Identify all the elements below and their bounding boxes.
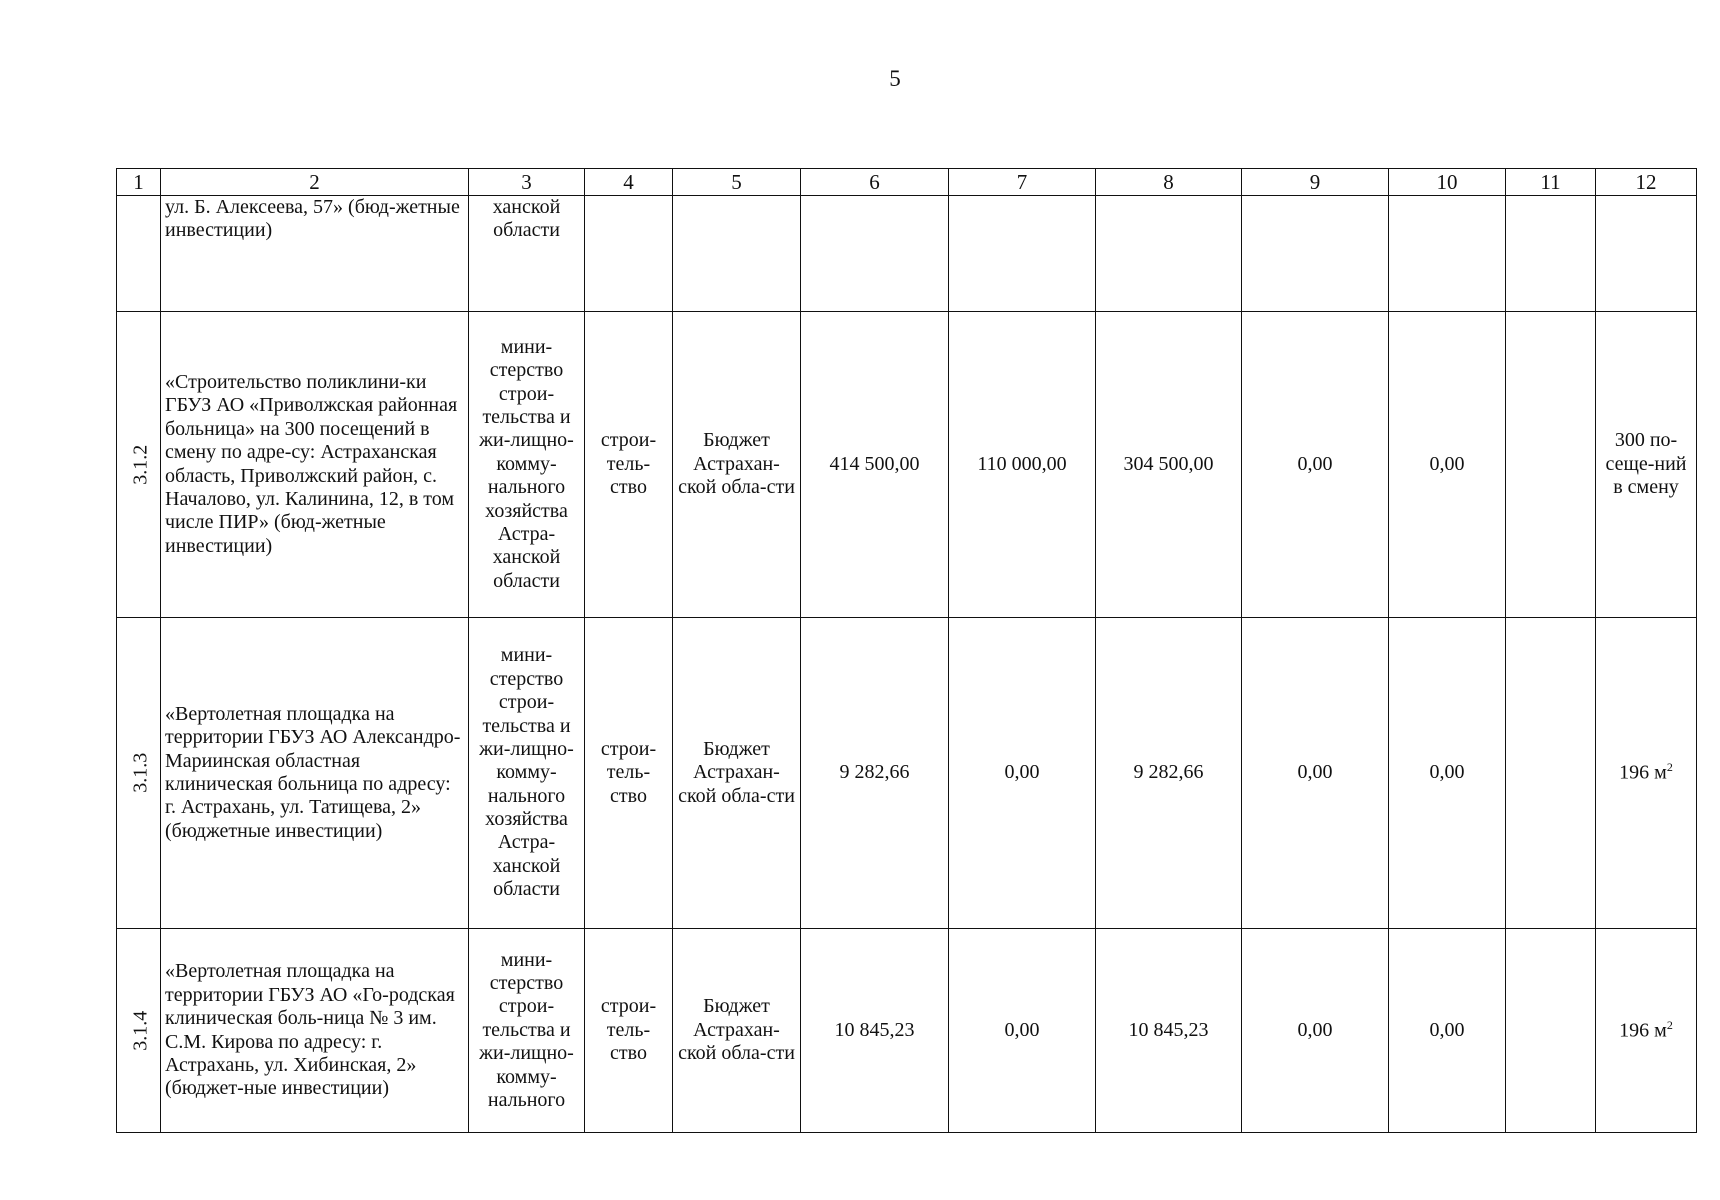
cell-col-9 [1242,196,1389,312]
area-value: 196 м [1619,762,1667,785]
object-name: «Строительство поликлини-ки ГБУЗ АО «Приволжская районная больница» на 300 посещений в смену по адре-су: Астраханская область, Приволжский район, с. Началово, ул. Калинина, 12, в том числе ПИР» (бюд-жетные инвестиции) [161,312,469,618]
work-type: строи-тель-ство [585,312,673,618]
col-header-9: 9 [1242,169,1389,196]
cell-col-9: 0,00 [1242,312,1389,618]
table-row [117,618,1697,929]
cell-col-7: 110 000,00 [949,312,1096,618]
cell-col-7: 0,00 [949,618,1096,929]
work-type: строи-тель-ство [585,929,673,1133]
col-header-5: 5 [673,169,801,196]
cell-col-9: 0,00 [1242,929,1389,1133]
cell-col-10 [1389,196,1506,312]
col-header-2: 2 [161,169,469,196]
work-type: строи-тель-ство [585,618,673,929]
responsible-body: мини-стерство строи-тельства и жи-лищно-комму-нального хозяйства Астра-ханской области [469,618,585,929]
row-number [117,196,161,312]
row-number: 3.1.3 [117,618,161,929]
page-number: 5 [889,66,901,91]
area-value: 196 м [1619,1019,1667,1042]
cell-col-12 [1596,196,1697,312]
responsible-body: ханской области [469,196,585,312]
area-unit-superscript: 2 [1666,1017,1673,1032]
header-row [117,169,1697,196]
work-type [585,196,673,312]
row-number: 3.1.2 [117,312,161,618]
col-header-12: 12 [1596,169,1697,196]
cell-col-10: 0,00 [1389,312,1506,618]
object-name: «Вертолетная площадка на территории ГБУЗ АО «Го-родская клиническая боль-ница № 3 им. С.М. Кирова по адресу: г. Астрахань, ул. Хибинская, 2» (бюджет-ные инвестиции) [161,929,469,1133]
cell-col-12: 300 по-сеще-ний в смену [1596,312,1697,618]
cell-col-6 [801,196,949,312]
cell-col-8 [1096,196,1242,312]
object-name: «Вертолетная площадка на территории ГБУЗ АО Александро-Мариинская областная клиническая больница по адресу: г. Астрахань, ул. Татищева, 2» (бюджетные инвестиции) [161,618,469,929]
cell-col-10: 0,00 [1389,929,1506,1133]
col-header-6: 6 [801,169,949,196]
cell-col-12 [1596,929,1697,1133]
cell-col-11 [1506,618,1596,929]
cell-col-7: 0,00 [949,929,1096,1133]
cell-col-6: 10 845,23 [801,929,949,1133]
table-row [117,312,1697,618]
funding-source [673,196,801,312]
cell-col-11 [1506,196,1596,312]
col-header-11: 11 [1506,169,1596,196]
row-number: 3.1.4 [117,929,161,1133]
responsible-body: мини-стерство строи-тельства и жи-лищно-комму-нального [469,929,585,1133]
col-header-1: 1 [117,169,161,196]
funding-source: Бюджет Астрахан-ской обла-сти [673,618,801,929]
cell-col-9: 0,00 [1242,618,1389,929]
funding-source: Бюджет Астрахан-ской обла-сти [673,929,801,1133]
cell-col-10: 0,00 [1389,618,1506,929]
responsible-body: мини-стерство строи-тельства и жи-лищно-комму-нального хозяйства Астра-ханской области [469,312,585,618]
cell-col-8: 9 282,66 [1096,618,1242,929]
cell-col-11 [1506,929,1596,1133]
col-header-4: 4 [585,169,673,196]
cell-col-6: 414 500,00 [801,312,949,618]
program-table [116,168,1697,1133]
col-header-10: 10 [1389,169,1506,196]
cell-col-6: 9 282,66 [801,618,949,929]
object-name: ул. Б. Алексеева, 57» (бюд-жетные инвестиции) [161,196,469,312]
col-header-7: 7 [949,169,1096,196]
cell-col-8: 10 845,23 [1096,929,1242,1133]
col-header-8: 8 [1096,169,1242,196]
cell-col-8: 304 500,00 [1096,312,1242,618]
col-header-3: 3 [469,169,585,196]
funding-source: Бюджет Астрахан-ской обла-сти [673,312,801,618]
cell-col-12 [1596,618,1697,929]
table-row [117,196,1697,312]
cell-col-11 [1506,312,1596,618]
area-unit-superscript: 2 [1666,760,1673,775]
cell-col-7 [949,196,1096,312]
table-row [117,929,1697,1133]
